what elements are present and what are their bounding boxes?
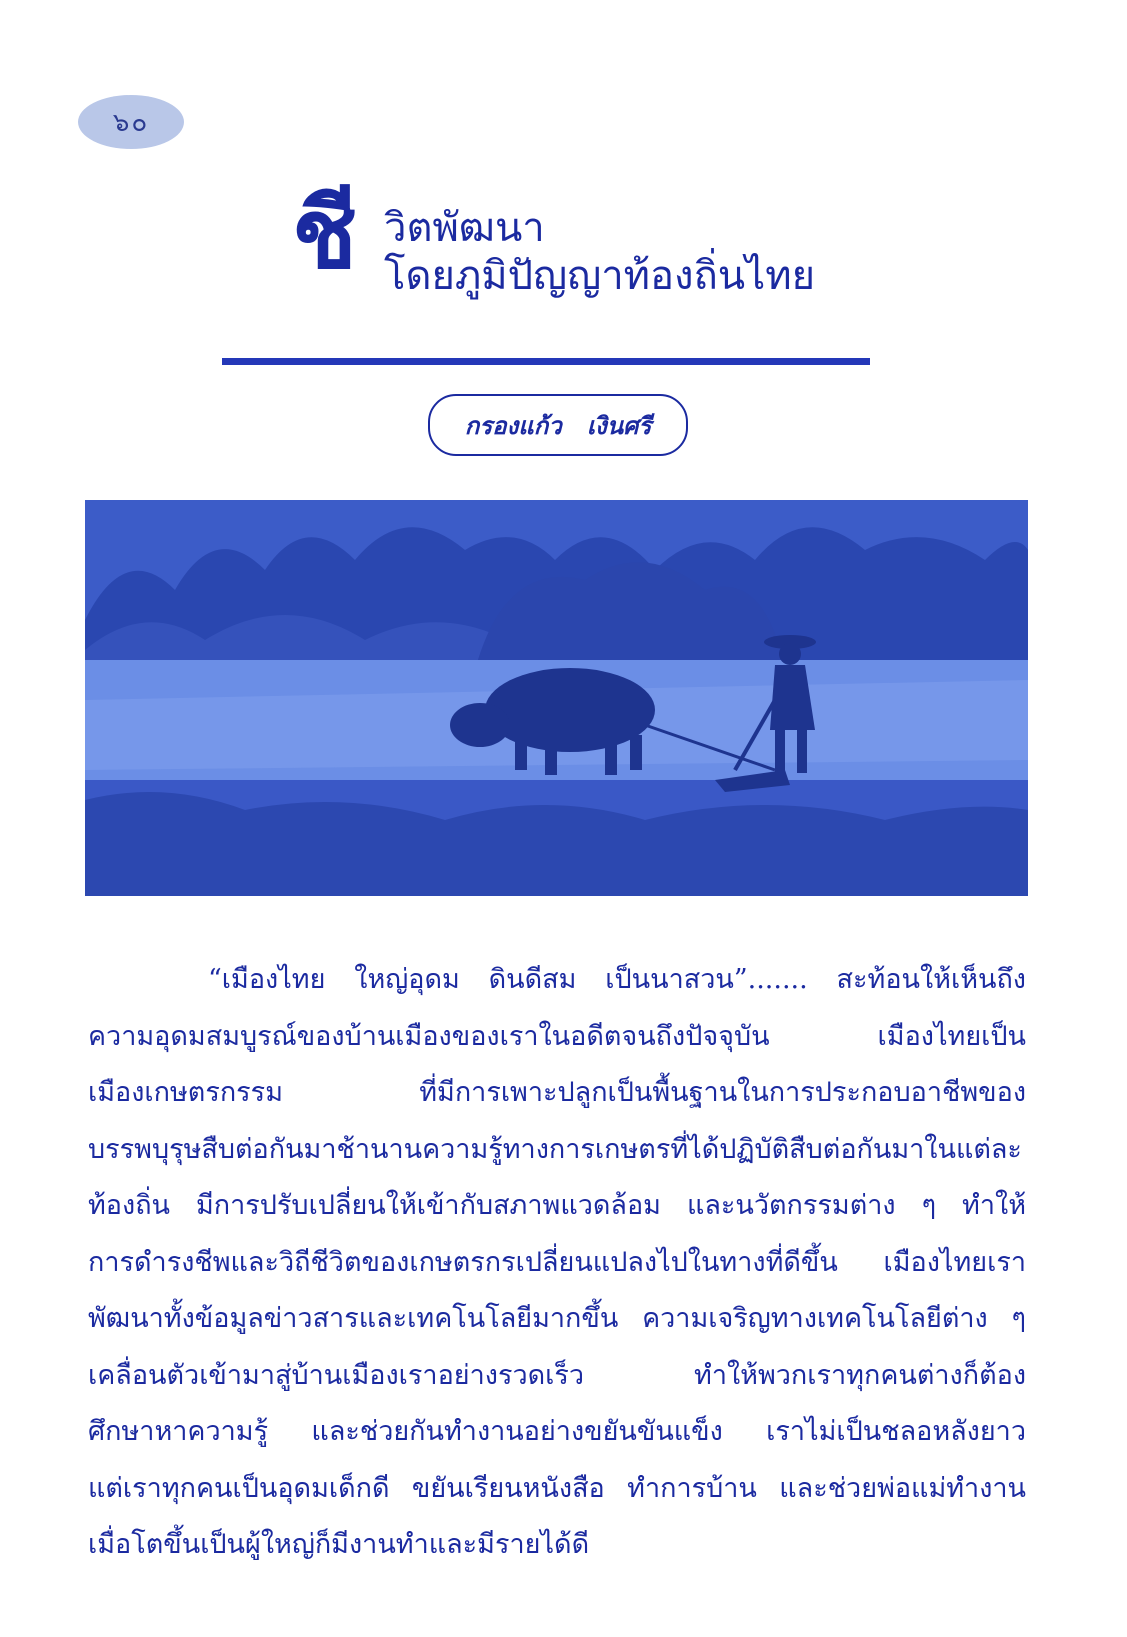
body-line: บรรพบุรุษสืบต่อกันมาช้านานความรู้ทางการเกษตรที่ได้ปฏิบัติสืบต่อกันมาในแต่ละ	[88, 1133, 1022, 1165]
title-divider	[222, 358, 870, 365]
author-badge	[428, 394, 688, 456]
author-name: กรองแก้ว เงินศรี	[464, 410, 652, 440]
photo-farmer-plowing	[85, 500, 1028, 896]
body-line: การดำรงชีพและวิถีชีวิตของเกษตรกรเปลี่ยนแปลงไปในทางที่ดีขึ้น เมืองไทยเรา	[88, 1246, 1026, 1278]
body-line: เมืองเกษตรกรรม ที่มีการเพาะปลูกเป็นพื้นฐานในการประกอบอาชีพของ	[88, 1077, 1026, 1108]
page-number-badge	[78, 95, 184, 149]
body-line: พัฒนาทั้งข้อมูลข่าวสารและเทคโนโลยีมากขึ้น ความเจริญทางเทคโนโลยีต่าง ๆ	[88, 1303, 1026, 1334]
body-line: “เมืองไทย ใหญ่อุดม ดินดีสม เป็นนาสวน”....... สะท้อนให้เห็นถึง	[208, 964, 1026, 995]
body-line: ความอุดมสมบูรณ์ของบ้านเมืองของเราในอดีตจนถึงปัจจุบัน เมืองไทยเป็น	[88, 1020, 1026, 1052]
body-line: เมื่อโตขึ้นเป็นผู้ใหญ่ก็มีงานทำและมีรายได้ดี	[88, 1529, 590, 1560]
body-line: เคลื่อนตัวเข้ามาสู่บ้านเมืองเราอย่างรวดเร็ว ทำให้พวกเราทุกคนต่างก็ต้อง	[88, 1359, 1026, 1391]
body-line: แต่เราทุกคนเป็นอุดมเด็กดี ขยันเรียนหนังสือ ทำการบ้าน และช่วยพ่อแม่ทำงาน	[88, 1472, 1026, 1504]
article-title	[292, 178, 912, 299]
title-dropcap: ชี	[292, 178, 358, 290]
title-line-1: วิตพัฒนา	[384, 205, 545, 251]
page-number: ๖๐	[112, 107, 150, 138]
title-line-2: โดยภูมิปัญญาท้องถิ่นไทย	[384, 253, 816, 299]
body-line: ศึกษาหาความรู้ และช่วยกันทำงานอย่างขยันขันแข็ง เราไม่เป็นชลอหลังยาว	[88, 1416, 1026, 1447]
body-line: ท้องถิ่น มีการปรับเปลี่ยนให้เข้ากับสภาพแวดล้อม และนวัตกรรมต่าง ๆ ทำให้	[88, 1190, 1026, 1221]
article-body	[88, 952, 1026, 1574]
photo-illustration	[85, 500, 1028, 896]
